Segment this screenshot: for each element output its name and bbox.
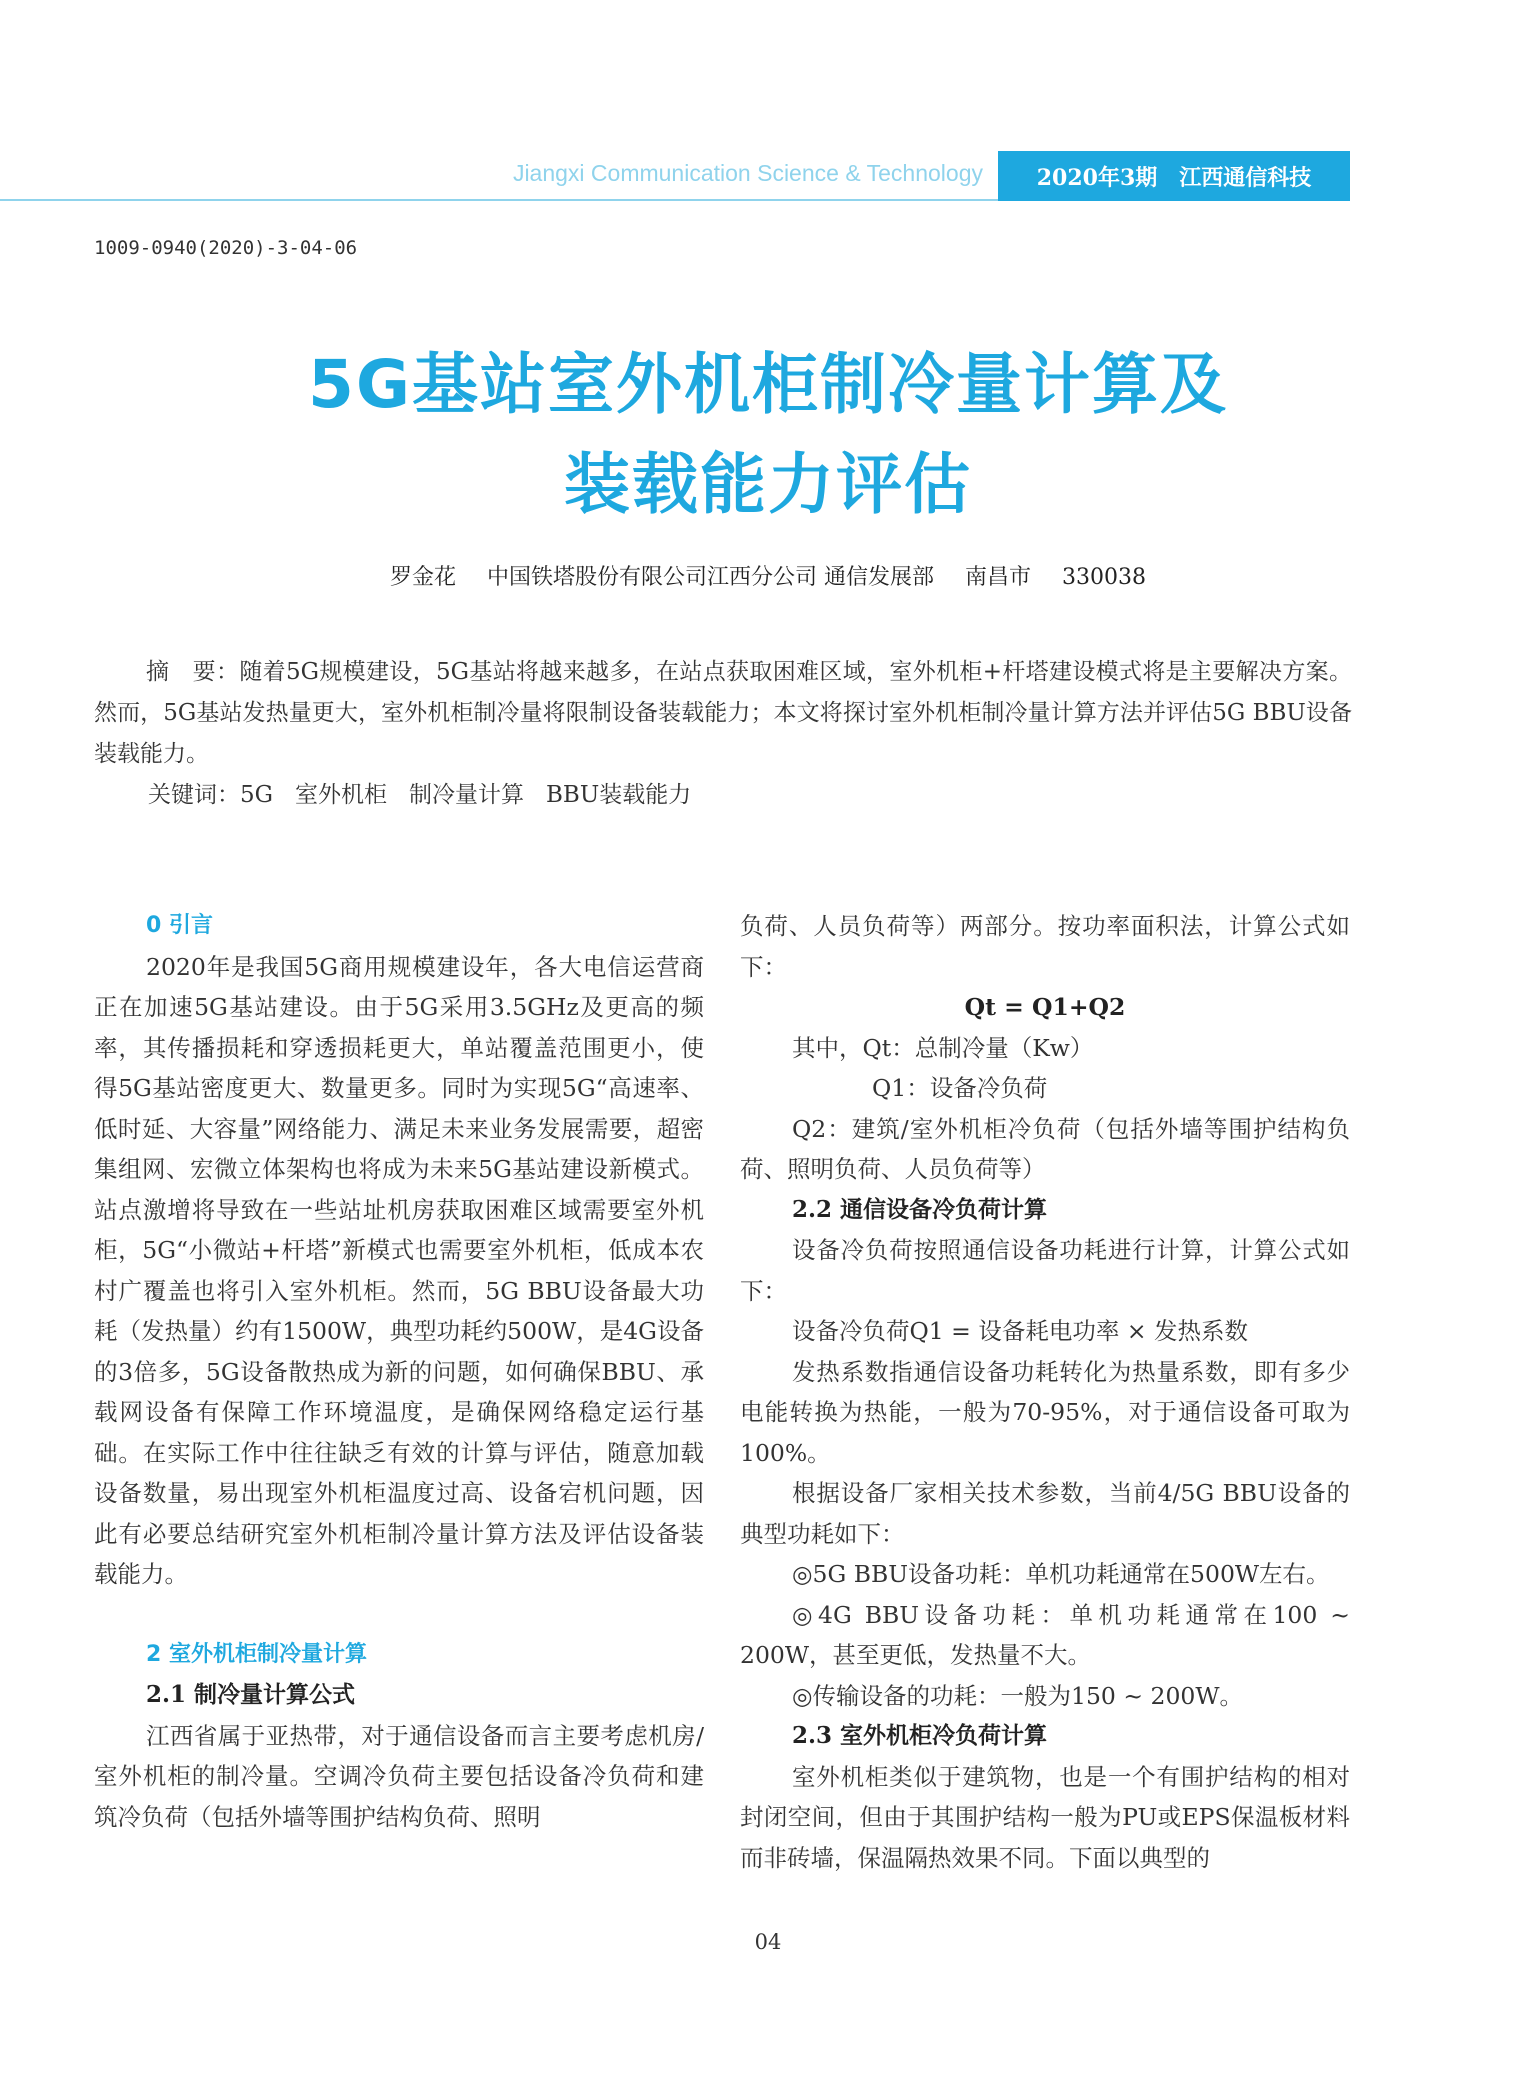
formula: Qt = Q1+Q2 xyxy=(964,993,1126,1021)
title-line-1: 5G基站室外机柜制冷量计算及 xyxy=(307,346,1229,423)
issue-label: 2020年3期 xyxy=(1036,164,1158,191)
body-paragraph: 室外机柜类似于建筑物，也是一个有围护结构的相对封闭空间，但由于其围护结构一般为PU或EPS保温板材料而非砖墙，保温隔热效果不同。下面以典型的 xyxy=(740,1762,1350,1872)
keyword: BBU装载能力 xyxy=(546,782,692,808)
formula-where-q1: Q1：设备冷负荷 xyxy=(872,1074,1048,1102)
bullet-item: ◎传输设备的功耗：一般为150 ~ 200W。 xyxy=(792,1681,1243,1710)
abstract-text: 随着5G规模建设，5G基站将越来越多，在站点获取困难区域，室外机柜+杆塔建设模式将是主要解决方案。然而，5G基站发热量更大，室外机柜制冷量将限制设备装载能力；本文将探讨室外机柜制冷量计算方法并评估5G BBU设备装载能力。 xyxy=(94,659,1352,767)
subsection-heading-2-3: 2.3 室外机柜冷负荷计算 xyxy=(792,1722,1048,1749)
left-column xyxy=(94,906,704,1837)
body-paragraph: 根据设备厂家相关技术参数，当前4/5G BBU设备的典型功耗如下： xyxy=(740,1479,1350,1548)
subsection-heading-2-1: 2.1 制冷量计算公式 xyxy=(146,1681,356,1708)
section-heading-0: 0 引言 xyxy=(146,913,213,938)
formula-where-q2: Q2：建筑/室外机柜冷负荷（包括外墙等围护结构负荷、照明负荷、人员负荷等） xyxy=(740,1114,1350,1183)
keywords xyxy=(148,775,713,816)
keywords-label: 关键词： xyxy=(148,782,240,808)
page-number: 04 xyxy=(754,1930,782,1954)
keyword: 室外机柜 xyxy=(295,782,388,808)
journal-name-cn: 江西通信科技 xyxy=(1179,164,1312,191)
author-city: 南昌市 xyxy=(965,565,1032,590)
section-heading-2: 2 室外机柜制冷量计算 xyxy=(146,1641,367,1667)
author-org: 中国铁塔股份有限公司江西分公司 通信发展部 xyxy=(487,565,934,590)
journal-name-en: Jiangxi Communication Science & Technology xyxy=(512,160,983,186)
bullet-item: ◎4G BBU设备功耗：单机功耗通常在100 ~ 200W，甚至更低，发热量不大。 xyxy=(740,1600,1350,1669)
keyword: 5G xyxy=(240,782,274,808)
right-column xyxy=(740,906,1350,1878)
body-paragraph: 江西省属于亚热带，对于通信设备而言主要考虑机房/室外机柜的制冷量。空调冷负荷主要包括设备冷负荷和建筑冷负荷（包括外墙等围护结构负荷、照明 xyxy=(94,1721,704,1831)
formula-line: 设备冷负荷Q1 = 设备耗电功率 × 发热系数 xyxy=(792,1317,1248,1345)
body-paragraph: 发热系数指通信设备功耗转化为热量系数，即有多少电能转换为热能，一般为70-95%，对于通信设备可取为100%。 xyxy=(740,1357,1350,1467)
bullet-item: ◎5G BBU设备功耗：单机功耗通常在500W左右。 xyxy=(792,1560,1330,1588)
keyword: 制冷量计算 xyxy=(409,782,525,808)
body-paragraph: 负荷、人员负荷等）两部分。按功率面积法，计算公式如下： xyxy=(740,912,1350,981)
title-line-2: 装载能力评估 xyxy=(564,446,972,523)
abstract-paragraph xyxy=(94,652,1352,775)
abstract xyxy=(94,652,1352,775)
abstract-label: 摘 要： xyxy=(146,659,240,685)
formula-where-qt: 其中，Qt：总制冷量（Kw） xyxy=(792,1033,1094,1062)
subsection-heading-2-2: 2.2 通信设备冷负荷计算 xyxy=(792,1195,1048,1223)
document-id: 1009-0940(2020)-3-04-06 xyxy=(94,237,358,259)
author-zip: 330038 xyxy=(1062,565,1146,590)
issue-badge xyxy=(998,151,1350,201)
author-name: 罗金花 xyxy=(389,565,456,590)
byline xyxy=(0,560,1536,591)
body-paragraph: 2020年是我国5G商用规模建设年，各大电信运营商正在加速5G基站建设。由于5G采用3.5GHz及更高的频率，其传播损耗和穿透损耗更大，单站覆盖范围更小，使得5G基站密度更大、数量更多。同时为实现5G“高速率、低时延、大容量”网络能力、满足未来业务发展需要，超密集组网、宏微立体架构也将成为未来5G基站建设新模式。站点激增将导致在一些站址机房获取困难区域需要室外机柜，5G“小微站+杆塔”新模式也需要室外机柜，低成本农村广覆盖也将引入室外机柜。然而，5G BBU设备最大功耗（发热量）约有1500W，典型功耗约500W，是4G设备的3倍多，5G设备散热成为新的问题，如何确保BBU、承载网设备有保障工作环境温度，是确保网络稳定运行基础。在实际工作中往往缺乏有效的计算与评估，随意加载设备数量，易出现室外机柜温度过高、设备宕机问题，因此有必要总结研究室外机柜制冷量计算方法及评估设备装载能力。 xyxy=(94,952,704,1588)
body-paragraph: 设备冷负荷按照通信设备功耗进行计算，计算公式如下： xyxy=(740,1236,1350,1305)
